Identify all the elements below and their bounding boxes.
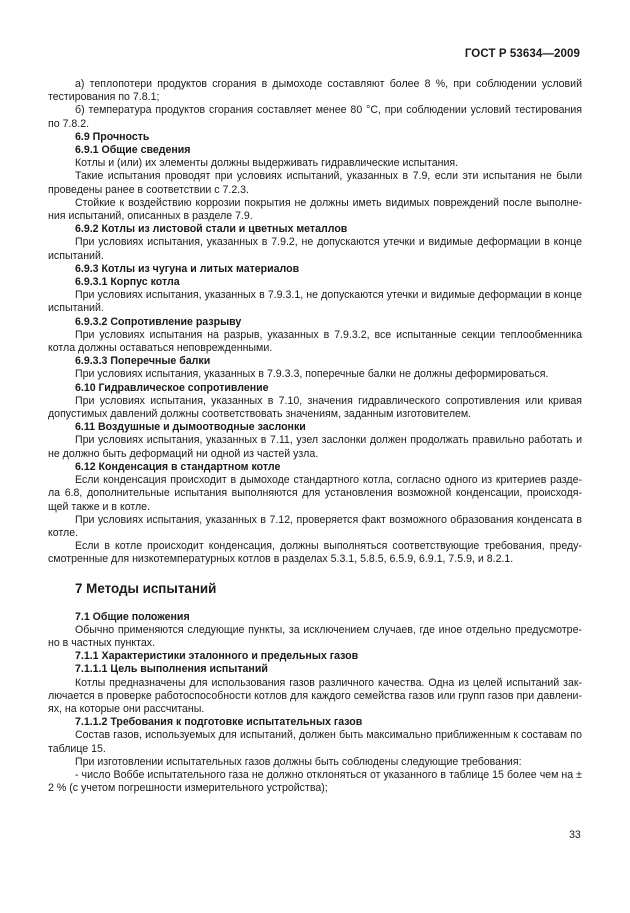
subsection-heading: 6.9.3.2 Сопротивление разрыву	[75, 315, 242, 328]
document-body	[48, 78, 582, 795]
paragraph: При условиях испытания, указанных в 7.12, проверяется факт возможного образования конденсата в котле.	[48, 513, 582, 539]
subsection-heading: 6.9.2 Котлы из листовой стали и цветных металлов	[75, 223, 348, 236]
paragraph: - число Воббе испытательного газа не должно отклоняться от указанного в таблице 15 более чем на ± 2 % (с учетом погрешности измерительного устройства);	[48, 768, 582, 795]
standard-header: ГОСТ Р 53634—2009	[464, 48, 580, 60]
section-heading: 7 Методы испытаний	[75, 580, 217, 596]
subsection-heading: 7.1.1 Характеристики эталонного и предельных газов	[75, 650, 359, 663]
subsection-heading: 6.11 Воздушные и дымоотводные заслонки	[75, 421, 306, 434]
subsection-heading: 6.10 Гидравлическое сопротивление	[75, 381, 269, 394]
paragraph: Такие испытания проводят при условиях испытаний, указанных в 7.9, если эти испытания не были проведены ранее в соответствии с 7.2.3.	[48, 170, 582, 196]
subsection-heading: 7.1.1.1 Цель выполнения испытаний	[75, 663, 268, 676]
page-number: 33	[569, 829, 581, 841]
paragraph: Котлы предназначены для использования газов различного качества. Одна из целей испытаний зак- лючается в проверке работоспособности котлов для каждого семейства газов или групп газов при давлени- ях, на которые они рассчитаны.	[48, 676, 582, 715]
paragraph: При условиях испытания, указанных в 7.9.3.1, не допускаются утечки и видимые деформации в конце испытаний.	[48, 289, 582, 315]
paragraph: Котлы и (или) их элементы должны выдерживать гидравлические испытания.	[75, 157, 459, 170]
subsection-heading: 6.9.1 Общие сведения	[75, 144, 191, 157]
subsection-heading: 6.12 Конденсация в стандартном котле	[75, 460, 281, 473]
paragraph: При условиях испытания, указанных в 7.9.2, не допускаются утечки и видимые деформации в конце испытаний.	[48, 236, 582, 262]
subsection-heading: 6.9.3.3 Поперечные балки	[75, 355, 211, 368]
subsection-heading: 7.1 Общие положения	[75, 610, 190, 623]
paragraph: При условиях испытания, указанных в 7.9.3.3, поперечные балки не должны деформироваться.	[75, 368, 549, 381]
subsection-heading: 6.9.3 Котлы из чугуна и литых материалов	[75, 262, 300, 275]
paragraph: При условиях испытания, указанных в 7.11, узел заслонки должен продолжать правильно работать и не должно быть деформаций ни одной из частей узла.	[48, 434, 582, 460]
paragraph: При условиях испытания на разрыв, указанных в 7.9.3.2, все испытанные секции теплообменника котла должны оставаться неповрежденными.	[48, 328, 582, 355]
subsection-heading: 6.9 Прочность	[75, 130, 150, 143]
paragraph: При изготовлении испытательных газов должны быть соблюдены следующие требования:	[75, 755, 522, 768]
paragraph: Обычно применяются следующие пункты, за исключением случаев, где иное отдельно предусмотре- но в частных пунктах.	[48, 623, 582, 649]
paragraph: Если конденсация происходит в дымоходе стандартного котла, согласно одного из критериев разде- ла 6.8, дополнительные испытания выполняются для установления возможной конденсации, происходя- щей также и в котле.	[48, 474, 582, 513]
paragraph: Состав газов, используемых для испытаний, должен быть максимально приближенным к составам по таблице 15.	[48, 729, 582, 755]
paragraph: Если в котле происходит конденсация, должны выполняться соответствующие требования, преду- смотренные для низкотемпературных котлов в разделах 5.3.1, 5.8.5, 6.5.9, 6.9.1, 7.5.9, и 8.2.1.	[48, 540, 582, 566]
paragraph: б) температура продуктов сгорания составляет менее 80 °С, при соблюдении условий тестирования по 7.8.2.	[48, 104, 582, 130]
paragraph: Стойкие к воздействию коррозии покрытия не должны иметь видимых повреждений после выполне- ния испытаний, описанных в разделе 7.9.	[48, 196, 582, 223]
subsection-heading: 6.9.3.1 Корпус котла	[75, 276, 180, 289]
paragraph: а) теплопотери продуктов сгорания в дымоходе составляют более 8 %, при соблюдении условий тестирования по 7.8.1;	[48, 78, 582, 104]
paragraph: При условиях испытания, указанных в 7.10, значения гидравлического сопротивления или кривая допустимых давлений должны соответствовать значениям, заданным изготовителем.	[48, 394, 582, 421]
subsection-heading: 7.1.1.2 Требования к подготовке испытательных газов	[75, 716, 363, 729]
